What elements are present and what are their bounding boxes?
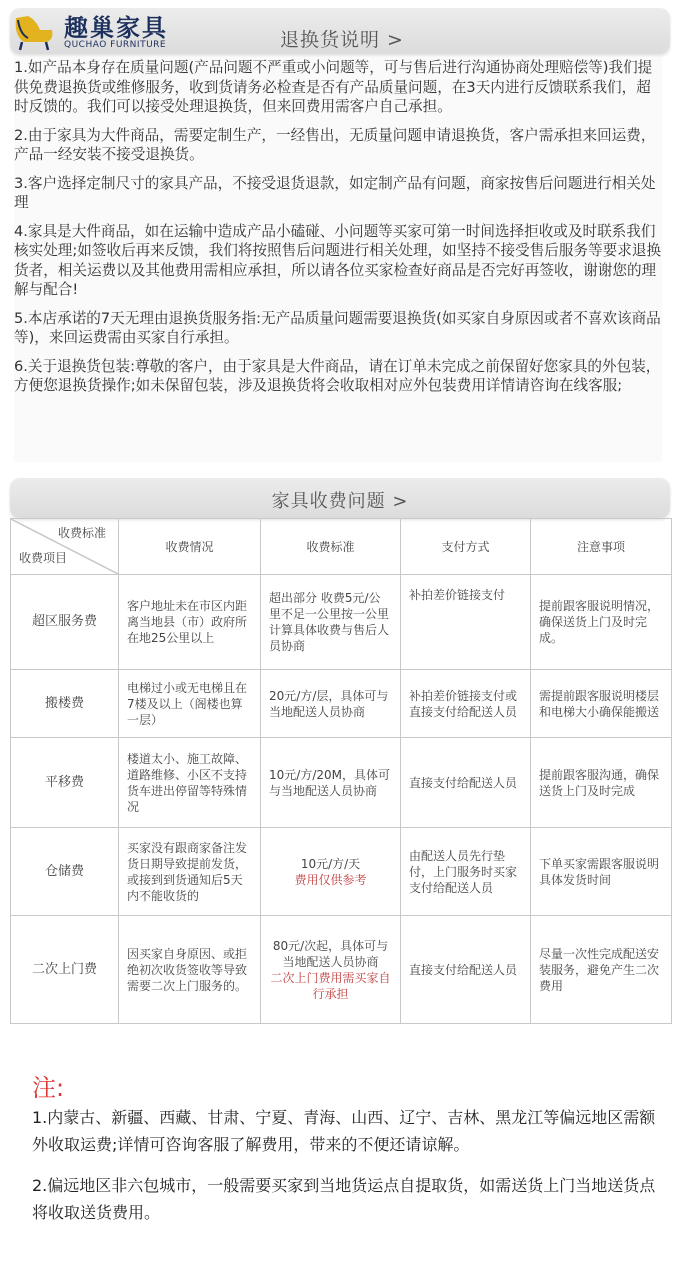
fees-title: 家具收费问题 >	[271, 491, 409, 512]
column-header: 支付方式	[401, 519, 531, 575]
chair-logo-icon	[10, 10, 56, 52]
fee-standard: 80元/次起，具体可与当地配送人员协商	[272, 938, 389, 969]
column-header: 收费标准	[261, 519, 401, 575]
fee-situation: 买家没有跟商家备注发货日期导致提前发货，或接到到货通知后5天内不能收货的	[119, 828, 261, 916]
fee-row-stairs	[11, 670, 672, 738]
policy-item: 3.客户选择定制尺寸的家具产品，不接受退货退款，如定制产品有问题，商家按售后问题进行相关处理	[14, 174, 656, 211]
fee-standard-warning: 费用仅供参考	[294, 872, 367, 887]
note-item: 1.内蒙古、新疆、西藏、甘肃、宁夏、青海、山西、辽宁、吉林、黑龙江等偏远地区需额外收取运费;详情可咨询客服了解费用，带来的不便还请谅解。	[32, 1108, 656, 1154]
fee-item-name: 超区服务费	[11, 575, 119, 670]
fee-note: 提前跟客服说明情况，确保送货上门及时完成。	[531, 575, 672, 670]
fee-standard-cell	[261, 916, 401, 1024]
fee-item-name: 仓储费	[11, 828, 119, 916]
fee-payment: 补拍差价链接支付或直接支付给配送人员	[401, 670, 531, 738]
policy-item: 4.家具是大件商品，如在运输中造成产品小磕碰、小问题等买家可第一时间选择拒收或及时联系我们核实处理;如签收后再来反馈，我们将按照售后问题进行相关处理，如坚持不接受售后服务等要求退换货者，相关运费以及其他费用需相应承担，所以请各位买家检查好商品是否完好再签收，谢谢您的理解与配合!	[14, 222, 662, 298]
fee-note: 提前跟客服沟通，确保送货上门及时完成	[531, 738, 672, 828]
fee-item-name: 搬楼费	[11, 670, 119, 738]
brand-name-en: QUCHAO FURNITURE	[64, 40, 167, 50]
fee-payment: 直接支付给配送人员	[401, 916, 531, 1024]
corner-label-standard: 收费标准	[57, 526, 106, 540]
notes-label: 注:	[32, 1074, 65, 1102]
brand-logo	[6, 0, 206, 58]
fee-standard-warning: 二次上门费用需买家自行承担	[270, 970, 391, 1001]
fee-standard: 20元/方/层，具体可与当地配送人员协商	[261, 670, 401, 738]
return-policy-section	[14, 58, 662, 462]
brand-name-cn: 趣巢家具	[64, 14, 168, 42]
fees-header-bar	[10, 478, 670, 518]
fee-situation: 楼道太小、施工故障、道路维修、小区不支持货车进出停留等特殊情况	[119, 738, 261, 828]
return-policy-title: 退换货说明 >	[280, 29, 404, 51]
fee-payment: 补拍差价链接支付	[401, 575, 531, 670]
column-header: 注意事项	[531, 519, 672, 575]
fee-row-second-visit	[11, 916, 672, 1024]
fee-note: 下单买家需跟客服说明具体发货时间	[531, 828, 672, 916]
fee-standard: 超出部分 收费5元/公里不足一公里按一公里计算具体收费与售后人员协商	[261, 575, 401, 670]
fee-row-out-of-area	[11, 575, 672, 670]
fees-corner-cell	[11, 519, 119, 575]
fee-standard: 10元/方/天	[300, 856, 361, 871]
fees-table	[10, 518, 672, 1024]
policy-item: 6.关于退换货包装:尊敬的客户，由于家具是大件商品，请在订单未完成之前保留好您家具的外包装，方便您退换货操作;如未保留包装，涉及退换货将会收取相对应外包装费用详情请咨询在线客服;	[14, 357, 661, 394]
fee-row-storage	[11, 828, 672, 916]
fee-item-name: 平移费	[11, 738, 119, 828]
policy-item: 2.由于家具为大件商品，需要定制生产，一经售出，无质量问题申请退换货，客户需承担来回运费，产品一经安装不接受退换货。	[14, 126, 656, 163]
policy-item: 5.本店承诺的7天无理由退换货服务指:无产品质量问题需要退换货(如买家自身原因或者不喜欢该商品等)，来回运费需由买家自行承担。	[14, 309, 661, 346]
fee-row-transfer	[11, 738, 672, 828]
notes-section	[32, 1104, 662, 1240]
fee-note: 需提前跟客服说明楼层和电梯大小确保能搬送	[531, 670, 672, 738]
fees-table-header-row	[11, 519, 672, 575]
policy-item: 1.如产品本身存在质量问题(产品问题不严重或小问题等，可与售后进行沟通协商处理赔偿等)我们提供免费退换货或维修服务，收到货请务必检查是否有产品质量问题，在3天内进行反馈联系我们，超时反馈的。我们可以接受处理退换货，但来回费用需客户自己承担。	[14, 59, 653, 115]
fee-standard-cell	[261, 828, 401, 916]
fee-payment: 直接支付给配送人员	[401, 738, 531, 828]
fee-item-name: 二次上门费	[11, 916, 119, 1024]
column-header: 收费情况	[119, 519, 261, 575]
fee-note: 尽量一次性完成配送安装服务，避免产生二次费用	[531, 916, 672, 1024]
fee-standard: 10元/方/20M，具体可与当地配送人员协商	[261, 738, 401, 828]
fee-situation: 客户地址未在市区内距离当地县（市）政府所在地25公里以上	[119, 575, 261, 670]
note-item: 2.偏远地区非六包城市，一般需要买家到当地货运点自提取货，如需送货上门当地送货点将收取送货费用。	[32, 1176, 656, 1222]
fee-situation: 电梯过小或无电梯且在7楼及以上（阁楼也算一层）	[119, 670, 261, 738]
corner-label-item: 收费项目	[19, 551, 68, 565]
fee-payment: 由配送人员先行垫付，上门服务时买家支付给配送人员	[401, 828, 531, 916]
fee-situation: 因买家自身原因、或拒绝初次收货签收等导致需要二次上门服务的。	[119, 916, 261, 1024]
